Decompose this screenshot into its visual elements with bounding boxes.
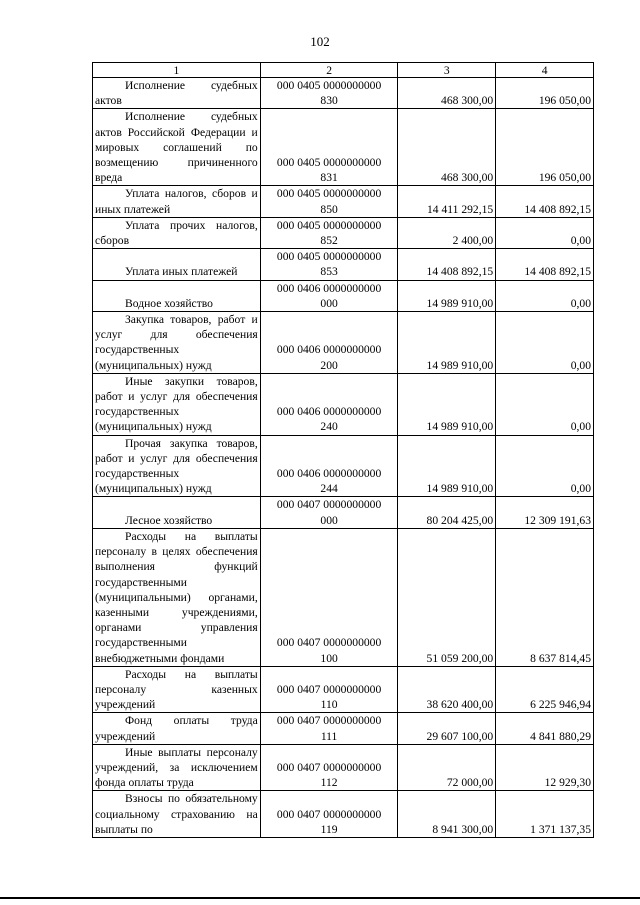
page-number: 102 bbox=[310, 34, 330, 49]
row-name: Водное хозяйство bbox=[93, 280, 261, 311]
row-name: Закупка товаров, работ и услуг для обеспечения государственных (муниципальных) нужд bbox=[93, 312, 261, 374]
row-value-col4: 14 408 892,15 bbox=[496, 186, 594, 217]
row-code: 000 0405 0000000000 850 bbox=[260, 186, 398, 217]
header-col-3: 3 bbox=[398, 63, 496, 78]
table-row bbox=[93, 280, 594, 311]
row-code: 000 0406 0000000000 244 bbox=[260, 435, 398, 497]
table-row bbox=[93, 713, 594, 744]
row-code: 000 0407 0000000000 119 bbox=[260, 791, 398, 838]
row-name: Иные закупки товаров, работ и услуг для обеспечения государственных (муниципальных) нужд bbox=[93, 373, 261, 435]
row-value-col3: 8 941 300,00 bbox=[398, 791, 496, 838]
row-code: 000 0405 0000000000 831 bbox=[260, 109, 398, 186]
row-value-col4: 0,00 bbox=[496, 312, 594, 374]
row-code: 000 0407 0000000000 000 bbox=[260, 497, 398, 528]
table-row bbox=[93, 744, 594, 791]
row-name: Лесное хозяйство bbox=[93, 497, 261, 528]
table-row bbox=[93, 217, 594, 248]
row-name: Фонд оплаты труда учреждений bbox=[93, 713, 261, 744]
row-value-col3: 29 607 100,00 bbox=[398, 713, 496, 744]
row-value-col3: 80 204 425,00 bbox=[398, 497, 496, 528]
row-value-col3: 14 408 892,15 bbox=[398, 249, 496, 280]
row-value-col3: 51 059 200,00 bbox=[398, 528, 496, 666]
row-value-col3: 2 400,00 bbox=[398, 217, 496, 248]
table-row bbox=[93, 791, 594, 838]
budget-table bbox=[92, 62, 594, 838]
row-code: 000 0405 0000000000 853 bbox=[260, 249, 398, 280]
table-row bbox=[93, 497, 594, 528]
footer-rule bbox=[0, 897, 640, 899]
row-name: Исполнение судебных актов bbox=[93, 78, 261, 109]
row-code: 000 0406 0000000000 200 bbox=[260, 312, 398, 374]
row-name: Исполнение судебных актов Российской Федерации и мировых соглашений по возмещению причиненного вреда bbox=[93, 109, 261, 186]
row-value-col4: 12 309 191,63 bbox=[496, 497, 594, 528]
row-code: 000 0407 0000000000 112 bbox=[260, 744, 398, 791]
row-value-col4: 0,00 bbox=[496, 435, 594, 497]
row-value-col3: 468 300,00 bbox=[398, 109, 496, 186]
row-value-col3: 14 989 910,00 bbox=[398, 312, 496, 374]
row-value-col4: 196 050,00 bbox=[496, 78, 594, 109]
row-code: 000 0405 0000000000 830 bbox=[260, 78, 398, 109]
table-row bbox=[93, 666, 594, 713]
table-row bbox=[93, 109, 594, 186]
row-name: Взносы по обязательному социальному страхованию на выплаты по bbox=[93, 791, 261, 838]
row-value-col3: 14 989 910,00 bbox=[398, 435, 496, 497]
header-row bbox=[93, 63, 594, 78]
row-value-col4: 4 841 880,29 bbox=[496, 713, 594, 744]
row-value-col4: 0,00 bbox=[496, 280, 594, 311]
row-name: Уплата прочих налогов, сборов bbox=[93, 217, 261, 248]
row-name: Расходы на выплаты персоналу казенных учреждений bbox=[93, 666, 261, 713]
row-name: Уплата иных платежей bbox=[93, 249, 261, 280]
row-code: 000 0407 0000000000 100 bbox=[260, 528, 398, 666]
row-code: 000 0407 0000000000 111 bbox=[260, 713, 398, 744]
row-value-col4: 0,00 bbox=[496, 373, 594, 435]
row-value-col3: 14 989 910,00 bbox=[398, 280, 496, 311]
row-value-col4: 12 929,30 bbox=[496, 744, 594, 791]
row-value-col4: 1 371 137,35 bbox=[496, 791, 594, 838]
row-name: Уплата налогов, сборов и иных платежей bbox=[93, 186, 261, 217]
table-row bbox=[93, 249, 594, 280]
row-code: 000 0406 0000000000 000 bbox=[260, 280, 398, 311]
table-row bbox=[93, 373, 594, 435]
row-code: 000 0407 0000000000 110 bbox=[260, 666, 398, 713]
row-code: 000 0406 0000000000 240 bbox=[260, 373, 398, 435]
row-value-col3: 14 989 910,00 bbox=[398, 373, 496, 435]
row-value-col4: 0,00 bbox=[496, 217, 594, 248]
row-name: Иные выплаты персоналу учреждений, за исключением фонда оплаты труда bbox=[93, 744, 261, 791]
table-row bbox=[93, 435, 594, 497]
row-value-col4: 14 408 892,15 bbox=[496, 249, 594, 280]
table-row bbox=[93, 312, 594, 374]
table-row bbox=[93, 528, 594, 666]
row-name: Прочая закупка товаров, работ и услуг для обеспечения государственных (муниципальных) нужд bbox=[93, 435, 261, 497]
row-name: Расходы на выплаты персоналу в целях обеспечения выполнения функций государственными (муниципальными) органами, казенными учреждениями, органами управления государственными внебюджетными фондами bbox=[93, 528, 261, 666]
row-value-col3: 72 000,00 bbox=[398, 744, 496, 791]
row-value-col4: 8 637 814,45 bbox=[496, 528, 594, 666]
header-col-2: 2 bbox=[260, 63, 398, 78]
table-row bbox=[93, 78, 594, 109]
table-row bbox=[93, 186, 594, 217]
header-col-1: 1 bbox=[93, 63, 261, 78]
row-value-col4: 196 050,00 bbox=[496, 109, 594, 186]
row-value-col4: 6 225 946,94 bbox=[496, 666, 594, 713]
row-code: 000 0405 0000000000 852 bbox=[260, 217, 398, 248]
row-value-col3: 468 300,00 bbox=[398, 78, 496, 109]
row-value-col3: 38 620 400,00 bbox=[398, 666, 496, 713]
header-col-4: 4 bbox=[496, 63, 594, 78]
row-value-col3: 14 411 292,15 bbox=[398, 186, 496, 217]
